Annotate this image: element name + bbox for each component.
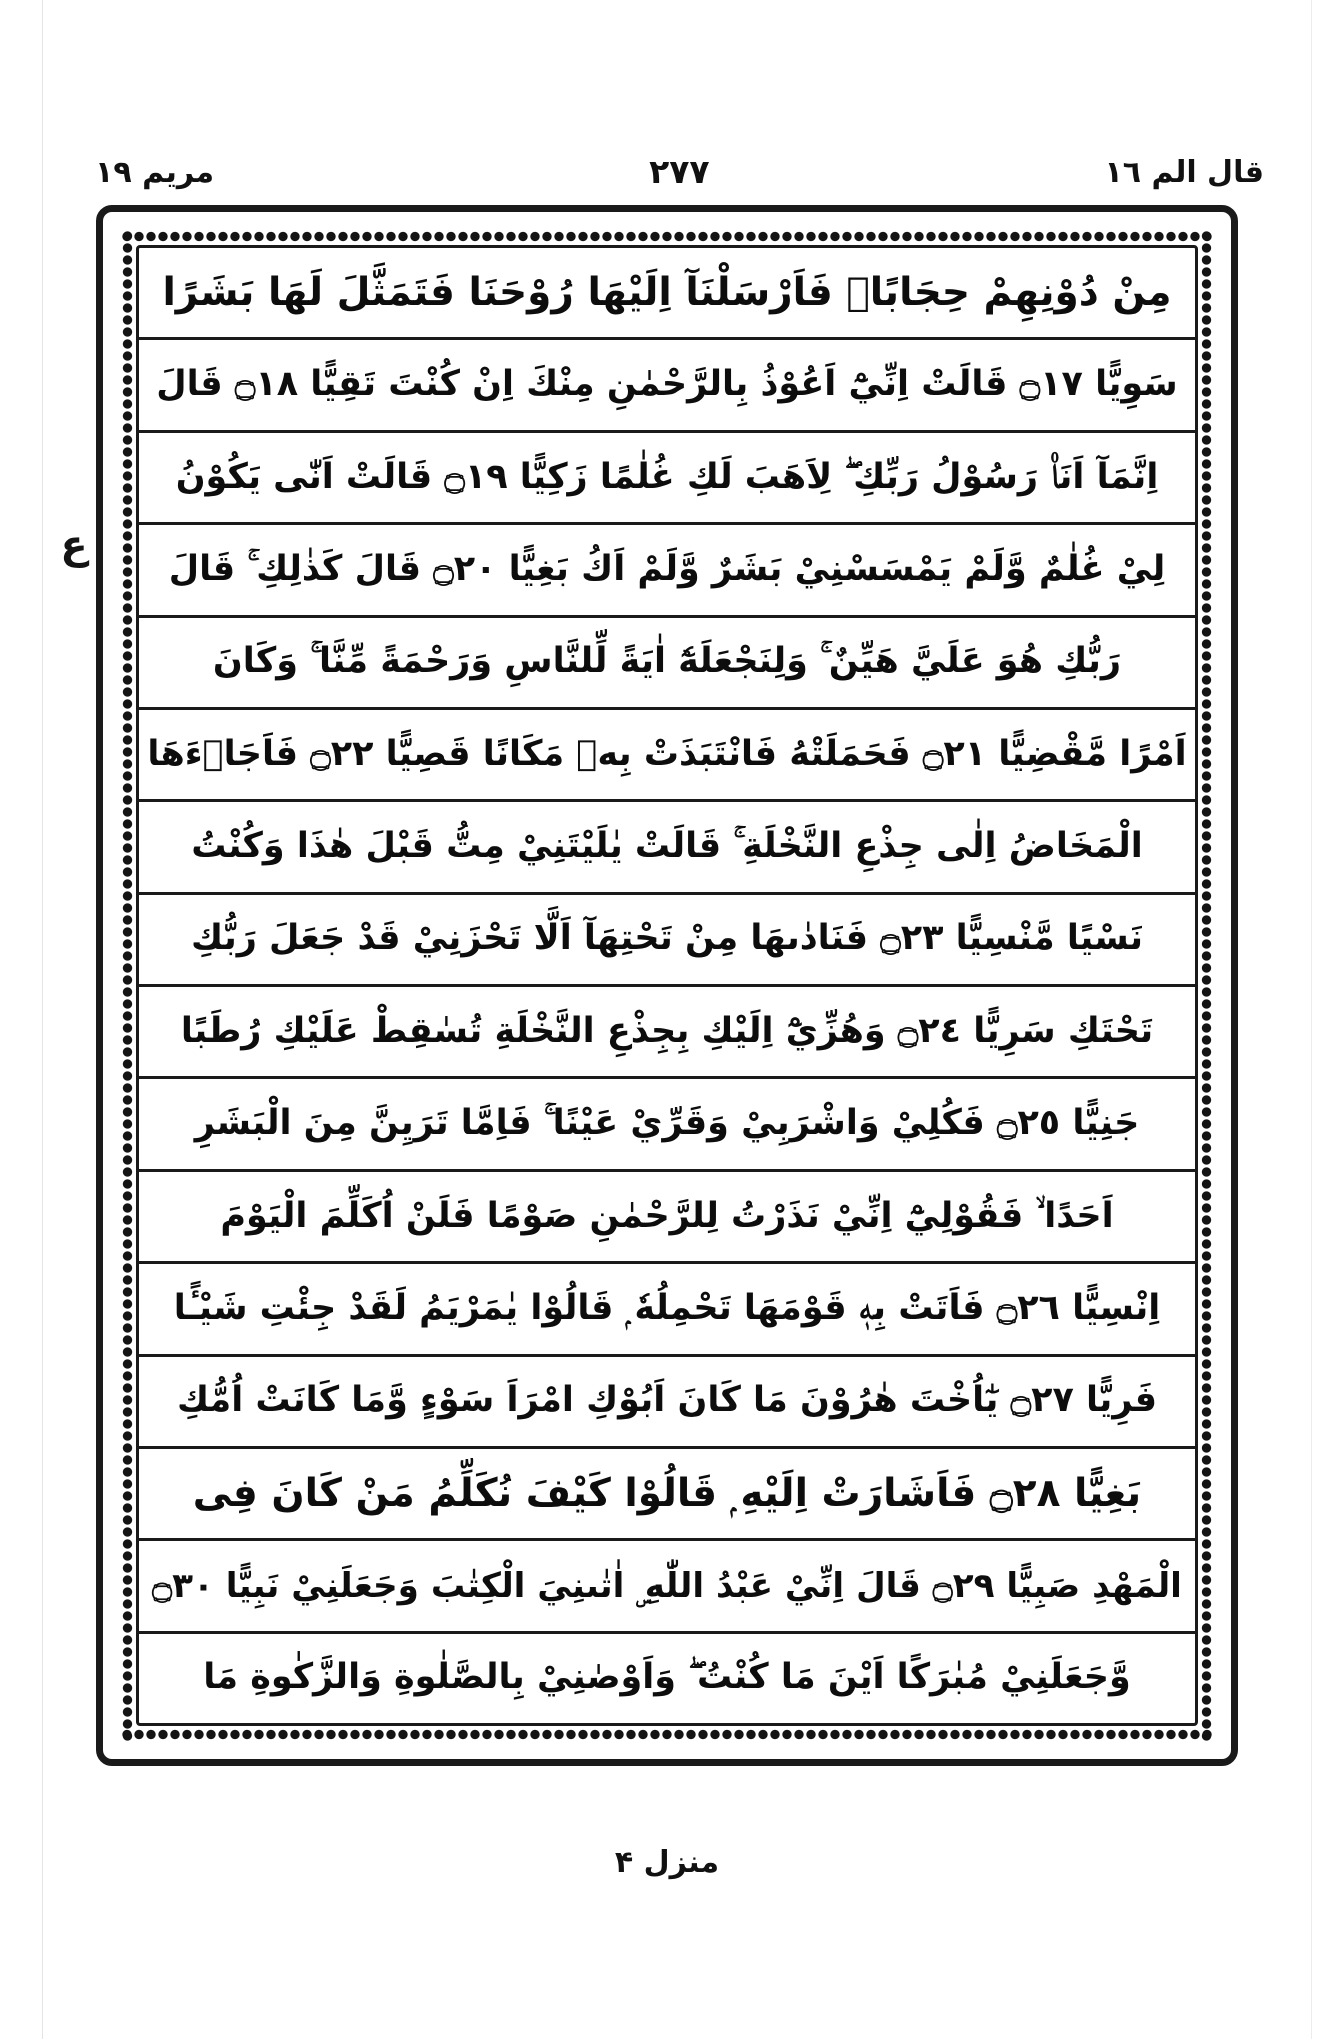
ayah-line-text: جَنِيًّا ۝٢٥ فَكُلِيْ وَاشْرَبِيْ وَقَرِّيْ عَيْنًا ۚ فَاِمَّا تَرَيِنَّ مِنَ الْبَشَرِ [194, 1103, 1140, 1144]
header-surah-label: مريم ١٩ [95, 155, 215, 190]
ayah-line-text: وَّجَعَلَنِيْ مُبٰرَكًا اَيْنَ مَا كُنْتُ ۖ وَاَوْصٰنِيْ بِالصَّلٰوةِ وَالزَّكٰوةِ مَا [203, 1657, 1131, 1698]
frame-bead-band-bottom [121, 1728, 1213, 1741]
ayah-line [139, 1264, 1195, 1356]
ayah-line [139, 525, 1195, 617]
paper-edge-left [42, 0, 43, 2039]
ayah-line-text: الْمَهْدِ صَبِيًّا ۝٢٩ قَالَ اِنِّيْ عَبْدُ اللّٰهِ ۣ اٰتٰىنِيَ الْكِتٰبَ وَجَعَلَنِيْ نَبِيًّا ۝٣٠ [152, 1565, 1182, 1606]
ayah-lines-container [139, 248, 1195, 1723]
ayah-line [139, 1449, 1195, 1541]
ayah-line-text: تَحْتَكِ سَرِيًّا ۝٢٤ وَهُزِّيْٓ اِلَيْكِ بِجِذْعِ النَّخْلَةِ تُسٰقِطْ عَلَيْكِ رُطَبًا [180, 1010, 1154, 1051]
ayah-line [139, 1079, 1195, 1171]
ayah-line-text: لِيْ غُلٰمٌ وَّلَمْ يَمْسَسْنِيْ بَشَرٌ وَّلَمْ اَكُ بَغِيًّا ۝٢٠ قَالَ كَذٰلِكِ ۚ قَالَ [168, 548, 1166, 589]
ayah-line [139, 618, 1195, 710]
frame-bead-band-right [1200, 230, 1213, 1741]
ayah-line [139, 1172, 1195, 1264]
ayah-line-text: فَرِيًّا ۝٢٧ يٰٓاُخْتَ هٰرُوْنَ مَا كَانَ اَبُوْكِ امْرَاَ سَوْءٍ وَّمَا كَانَتْ اُمُّكِ [176, 1380, 1158, 1421]
frame-bead-band-top [121, 230, 1213, 243]
ayah-line [139, 340, 1195, 432]
ruku-marker-icon: ع [60, 522, 88, 568]
ayah-line [139, 1357, 1195, 1449]
header-juz-label: قال الم ١٦ [1104, 155, 1264, 190]
ayah-line-text: اِنْسِيًّا ۝٢٦ فَاَتَتْ بِهٖ قَوْمَهَا تَحْمِلُهٗ ۭ قَالُوْا يٰمَرْيَمُ لَقَدْ جِئْتِ شَيْـًٔا [173, 1287, 1161, 1328]
ayah-line [139, 433, 1195, 525]
ayah-line [139, 710, 1195, 802]
page-header [95, 128, 1264, 191]
ayah-line-text: رَبُّكِ هُوَ عَلَيَّ هَيِّنٌ ۚ وَلِنَجْعَلَهٗٓ اٰيَةً لِّلنَّاسِ وَرَحْمَةً مِّنَّا ۚ وَكَانَ [212, 641, 1122, 682]
ayah-line-text: اَمْرًا مَّقْضِيًّا ۝٢١ فَحَمَلَتْهُ فَانْتَبَذَتْ بِهٖ مَكَانًا قَصِيًّا ۝٢٢ فَاَجَاۗءَهَا [147, 733, 1187, 774]
text-frame-inner [136, 245, 1198, 1726]
text-frame-gap [111, 220, 1223, 1751]
page-footer [0, 1845, 1334, 1880]
footer-manzil-label: منزل ۴ [614, 1845, 720, 1880]
ayah-line-text: الْمَخَاضُ اِلٰى جِذْعِ النَّخْلَةِ ۚ قَالَتْ يٰلَيْتَنِيْ مِتُّ قَبْلَ هٰذَا وَكُنْتُ [191, 826, 1143, 867]
ayah-line [139, 1541, 1195, 1633]
ayah-line [139, 1634, 1195, 1723]
ayah-line [139, 248, 1195, 340]
frame-bead-band-left [121, 230, 134, 1741]
ayah-line-text: اَحَدًا ۙ فَقُوْلِيْٓ اِنِّيْ نَذَرْتُ لِلرَّحْمٰنِ صَوْمًا فَلَنْ اُكَلِّمَ الْيَوْمَ [220, 1195, 1114, 1236]
header-page-number: ٢٧٧ [649, 152, 710, 191]
ayah-line-text: نَسْيًا مَّنْسِيًّا ۝٢٣ فَنَادٰىهَا مِنْ تَحْتِهَآ اَلَّا تَحْزَنِيْ قَدْ جَعَلَ رَبُّكِ [190, 918, 1144, 959]
ayah-line-text: بَغِيًّا ۝٢٨ فَاَشَارَتْ اِلَيْهِ ۭ قَالُوْا كَيْفَ نُكَلِّمُ مَنْ كَانَ فِى [192, 1470, 1142, 1516]
ayah-line-text: سَوِيًّا ۝١٧ قَالَتْ اِنِّيْٓ اَعُوْذُ بِالرَّحْمٰنِ مِنْكَ اِنْ كُنْتَ تَقِيًّا ۝١٨ قَالَ [156, 364, 1178, 405]
ayah-line [139, 987, 1195, 1079]
paper-edge-right [1311, 0, 1312, 2039]
ayah-line [139, 895, 1195, 987]
ayah-line-text: مِنْ دُوْنِهِمْ حِجَابًاۗ فَاَرْسَلْنَآ اِلَيْهَا رُوْحَنَا فَتَمَثَّلَ لَهَا بَشَرًا [162, 269, 1172, 315]
ayah-line-text: اِنَّمَآ اَنَا۠ رَسُوْلُ رَبِّكِ ۖ لِاَهَبَ لَكِ غُلٰمًا زَكِيًّا ۝١٩ قَالَتْ اَنّٰى يَكُوْنُ [175, 456, 1159, 497]
text-frame-outer [96, 205, 1238, 1766]
ayah-line [139, 802, 1195, 894]
